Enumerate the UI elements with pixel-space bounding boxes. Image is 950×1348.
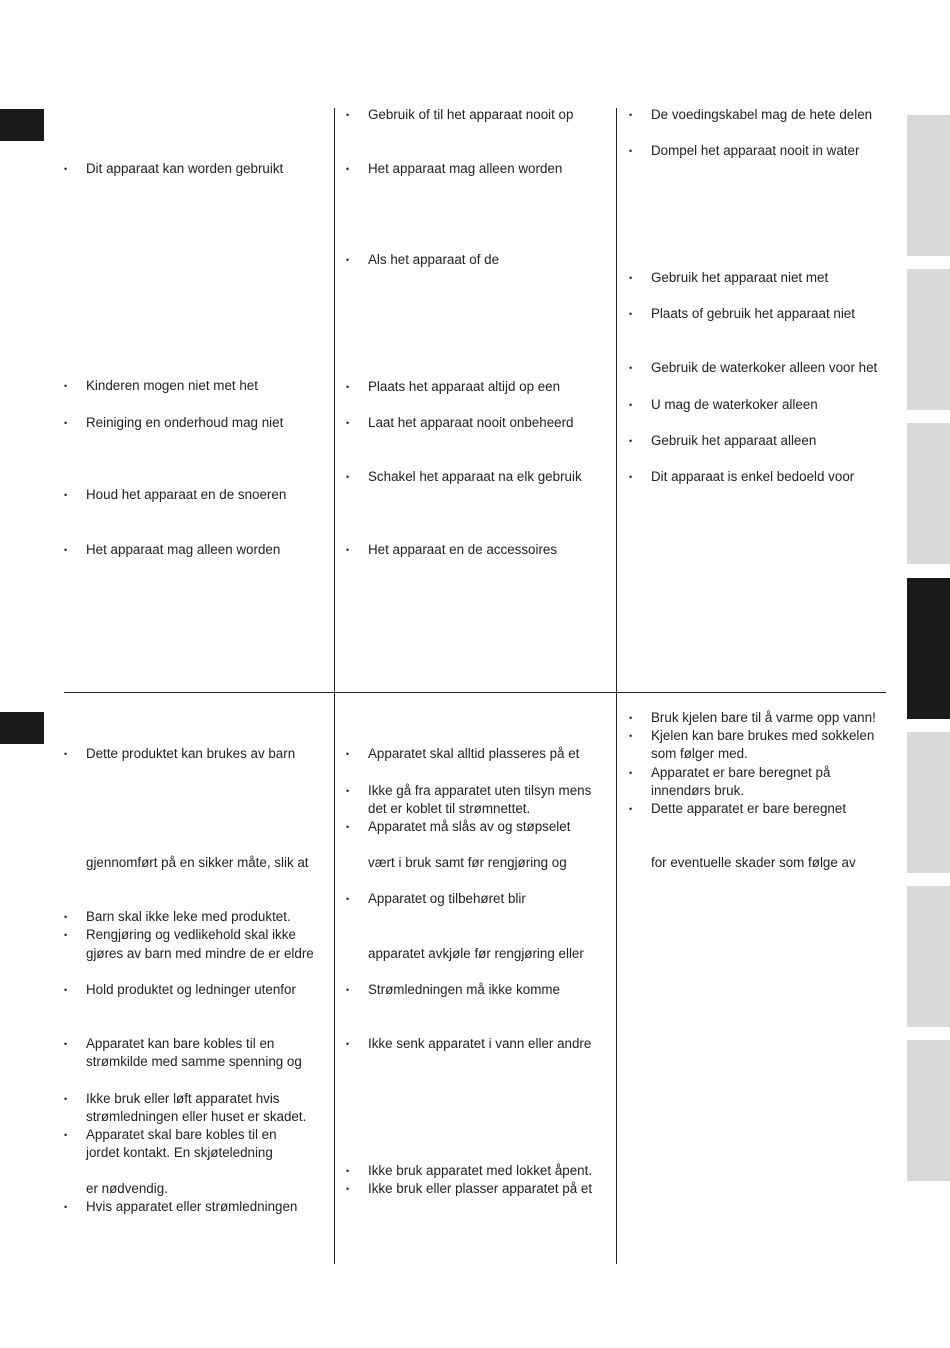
list-item: Hold produktet og ledninger utenfor bbox=[86, 982, 296, 997]
list-item-continuation: jordet kontakt. En skjøteledning bbox=[86, 1145, 273, 1160]
bullet: • bbox=[64, 985, 68, 995]
list-item: Schakel het apparaat na elk gebruik bbox=[368, 469, 582, 484]
bullet: • bbox=[629, 273, 633, 283]
bullet: • bbox=[629, 804, 633, 814]
list-item: U mag de waterkoker alleen bbox=[651, 397, 818, 412]
list-item: Gebruik het apparaat niet met bbox=[651, 270, 829, 285]
bullet: • bbox=[346, 110, 350, 120]
column-divider bbox=[334, 693, 335, 1264]
bullet: • bbox=[346, 545, 350, 555]
list-item: Gebruik het apparaat alleen bbox=[651, 433, 817, 448]
bullet: • bbox=[346, 382, 350, 392]
bullet: • bbox=[346, 894, 350, 904]
list-item-continuation: strømkilde med samme spenning og bbox=[86, 1054, 302, 1069]
bullet: • bbox=[64, 912, 68, 922]
bullet: • bbox=[629, 713, 633, 723]
bullet: • bbox=[346, 472, 350, 482]
section-divider bbox=[64, 692, 886, 693]
list-item-continuation: innendørs bruk. bbox=[651, 783, 745, 798]
list-item-continuation: strømledningen eller huset er skadet. bbox=[86, 1109, 307, 1124]
language-tab[interactable] bbox=[907, 1040, 950, 1181]
language-tab[interactable] bbox=[907, 269, 950, 410]
bullet: • bbox=[629, 472, 633, 482]
list-item-continuation: det er koblet til strømnettet. bbox=[368, 801, 531, 816]
list-item: Hvis apparatet eller strømledningen bbox=[86, 1199, 298, 1214]
bullet: • bbox=[629, 768, 633, 778]
language-tab[interactable] bbox=[907, 423, 950, 564]
language-tab-active[interactable] bbox=[907, 578, 950, 719]
list-item: Gebruik de waterkoker alleen voor het bbox=[651, 360, 878, 375]
bullet: • bbox=[64, 545, 68, 555]
bullet: • bbox=[64, 930, 68, 940]
list-item: Houd het apparaat en de snoeren bbox=[86, 487, 287, 502]
list-item-continuation: er nødvendig. bbox=[86, 1181, 168, 1196]
list-item: Rengjøring og vedlikehold skal ikke bbox=[86, 927, 296, 942]
bullet: • bbox=[64, 164, 68, 174]
bullet: • bbox=[346, 822, 350, 832]
bullet: • bbox=[629, 146, 633, 156]
bullet: • bbox=[346, 1166, 350, 1176]
bullet: • bbox=[629, 731, 633, 741]
list-item: Dette produktet kan brukes av barn bbox=[86, 746, 296, 761]
bullet: • bbox=[64, 1094, 68, 1104]
list-item: Kjelen kan bare brukes med sokkelen bbox=[651, 728, 875, 743]
list-item: Ikke bruk apparatet med lokket åpent. bbox=[368, 1163, 593, 1178]
list-item: Apparatet skal bare kobles til en bbox=[86, 1127, 277, 1142]
list-item: Apparatet må slås av og støpselet bbox=[368, 819, 571, 834]
list-item: Barn skal ikke leke med produktet. bbox=[86, 909, 291, 924]
bullet: • bbox=[346, 1039, 350, 1049]
list-item: Dette apparatet er bare beregnet bbox=[651, 801, 847, 816]
column-divider bbox=[616, 108, 617, 693]
list-item: Dit apparaat is enkel bedoeld voor bbox=[651, 469, 855, 484]
list-item-continuation: gjennomført på en sikker måte, slik at bbox=[86, 855, 309, 870]
list-item-continuation: for eventuelle skader som følge av bbox=[651, 855, 856, 870]
list-item: Ikke bruk eller plasser apparatet på et bbox=[368, 1181, 593, 1196]
list-item: Ikke gå fra apparatet uten tilsyn mens bbox=[368, 783, 592, 798]
language-tab[interactable] bbox=[907, 115, 950, 256]
list-item: Plaats het apparaat altijd op een bbox=[368, 379, 561, 394]
list-item: Reiniging en onderhoud mag niet bbox=[86, 415, 284, 430]
list-item: Dompel het apparaat nooit in water bbox=[651, 143, 860, 158]
bullet: • bbox=[64, 1039, 68, 1049]
list-item: Ikke senk apparatet i vann eller andre bbox=[368, 1036, 592, 1051]
bullet: • bbox=[64, 490, 68, 500]
bullet: • bbox=[629, 309, 633, 319]
list-item: Dit apparaat kan worden gebruikt bbox=[86, 161, 284, 176]
list-item-continuation: vært i bruk samt før rengjøring og bbox=[368, 855, 567, 870]
list-item: Apparatet kan bare kobles til en bbox=[86, 1036, 275, 1051]
bullet: • bbox=[346, 418, 350, 428]
bullet: • bbox=[346, 164, 350, 174]
language-tab[interactable] bbox=[907, 732, 950, 873]
list-item: De voedingskabel mag de hete delen bbox=[651, 107, 873, 122]
section-marker-dutch bbox=[0, 109, 44, 141]
column-divider bbox=[616, 693, 617, 1264]
list-item-continuation: apparatet avkjøle før rengjøring eller bbox=[368, 946, 584, 961]
bullet: • bbox=[629, 110, 633, 120]
list-item: Apparatet er bare beregnet på bbox=[651, 765, 831, 780]
list-item: Kinderen mogen niet met het bbox=[86, 378, 258, 393]
list-item: Het apparaat mag alleen worden bbox=[86, 542, 281, 557]
list-item: Het apparaat en de accessoires bbox=[368, 542, 558, 557]
language-tab[interactable] bbox=[907, 886, 950, 1027]
bullet: • bbox=[346, 985, 350, 995]
column-divider bbox=[334, 108, 335, 693]
bullet: • bbox=[64, 1130, 68, 1140]
bullet: • bbox=[64, 381, 68, 391]
list-item-continuation: som følger med. bbox=[651, 746, 748, 761]
list-item-continuation: gjøres av barn med mindre de er eldre bbox=[86, 946, 314, 961]
list-item: Als het apparaat of de bbox=[368, 252, 500, 267]
list-item: Laat het apparaat nooit onbeheerd bbox=[368, 415, 574, 430]
section-marker-norwegian bbox=[0, 712, 44, 744]
bullet: • bbox=[64, 749, 68, 759]
bullet: • bbox=[629, 400, 633, 410]
list-item: Apparatet skal alltid plasseres på et bbox=[368, 746, 580, 761]
list-item: Bruk kjelen bare til å varme opp vann! bbox=[651, 710, 876, 725]
list-item: Gebruik of til het apparaat nooit op bbox=[368, 107, 574, 122]
bullet: • bbox=[629, 363, 633, 373]
bullet: • bbox=[346, 786, 350, 796]
bullet: • bbox=[629, 436, 633, 446]
bullet: • bbox=[346, 255, 350, 265]
list-item: Ikke bruk eller løft apparatet hvis bbox=[86, 1091, 280, 1106]
bullet: • bbox=[64, 418, 68, 428]
list-item: Apparatet og tilbehøret blir bbox=[368, 891, 526, 906]
bullet: • bbox=[346, 1184, 350, 1194]
bullet: • bbox=[64, 1202, 68, 1212]
list-item: Plaats of gebruik het apparaat niet bbox=[651, 306, 855, 321]
bullet: • bbox=[346, 749, 350, 759]
list-item: Het apparaat mag alleen worden bbox=[368, 161, 563, 176]
list-item: Strømledningen må ikke komme bbox=[368, 982, 560, 997]
